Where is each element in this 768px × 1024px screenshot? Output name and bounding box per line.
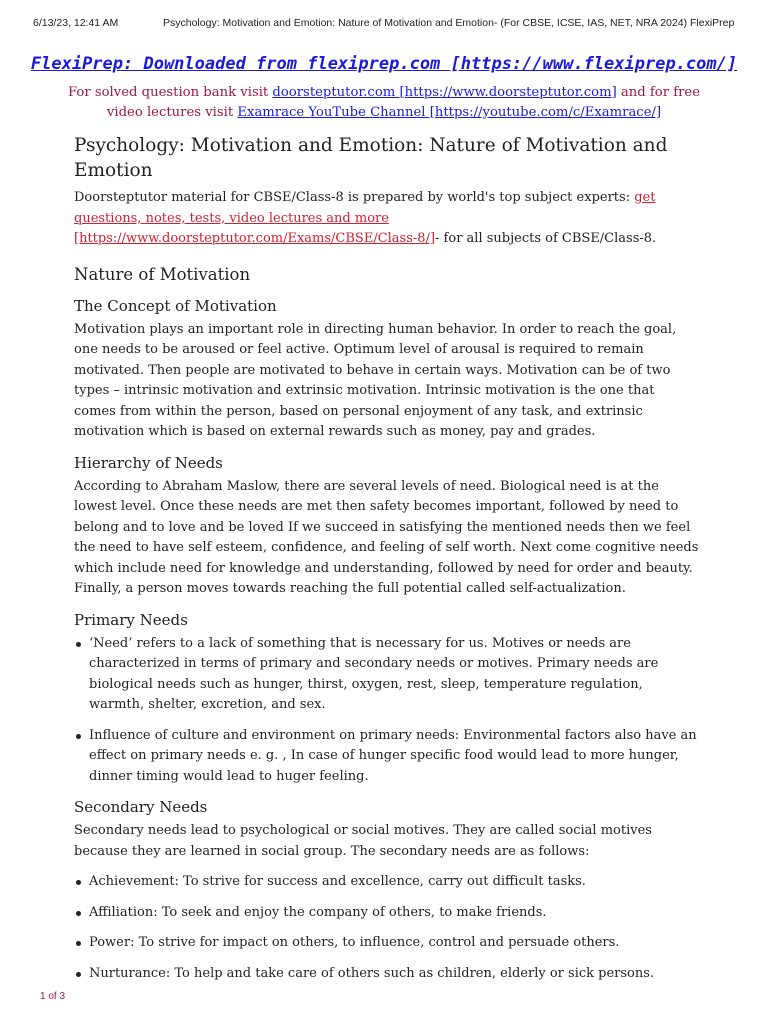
section-heading-secondary: Secondary Needs (74, 798, 208, 816)
secondary-paragraph: Secondary needs lead to psychological or social motives. They are called social motives because they are learned in social group. The secondary needs are as follows: (74, 823, 652, 859)
page-number: 1 of 3 (40, 991, 66, 1002)
article-content (74, 133, 700, 994)
intro-text-1: Doorsteptutor material for CBSE/Class-8 is prepared by world's top subject experts: (74, 190, 635, 205)
intro-text-2: - for all subjects of CBSE/Class-8. (435, 231, 657, 246)
promo-text (60, 83, 708, 123)
list-item: Nurturance: To help and take care of others such as children, elderly or sick persons. (89, 964, 700, 985)
promo-text-1: For solved question bank visit (67, 85, 273, 100)
list-item: ‘Need’ refers to a lack of something that is necessary for us. Motives or needs are characterized in terms of primary and secondary needs or motives. Primary needs are biological needs such as hunger, thirst, oxygen, rest, sleep, temperature regulation, warmth, shelter, excretion, and sex. (89, 634, 700, 716)
print-date: 6/13/23, 12:41 AM (33, 17, 119, 29)
flexiprep-banner[interactable] (0, 54, 768, 74)
hierarchy-paragraph: According to Abraham Maslow, there are several levels of need. Biological need is at the lowest level. Once these needs are met then safety becomes important, followed by need to belong and to love and be loved If we succeed in satisfying the mentioned needs then we feel the need to have self esteem, confidence, and feeling of self worth. Next come cognitive needs which include need for knowledge and understanding, followed by need for order and beauty. Finally, a person moves towards reaching the full potential called self-actualization. (74, 478, 699, 596)
promo-text-2: and for free video lectures visit (106, 85, 701, 120)
doorsteptutor-class8-link[interactable]: get questions, notes, tests, video lectures and more [https://www.doorsteptutor.com/Exams/CBSE/Class-8/] (74, 190, 656, 246)
doorsteptutor-link[interactable]: doorsteptutor.com [https://www.doorsteptutor.com] (272, 85, 617, 100)
intro-paragraph (74, 188, 700, 250)
primary-needs-list (74, 634, 700, 788)
concept-paragraph: Motivation plays an important role in directing human behavior. In order to reach the goal, one needs to be aroused or feel active. Optimum level of arousal is required to remain motivated. Then people are motivated to behave in certain ways. Motivation can be of two types – intrinsic motivation and extrinsic motivation. Intrinsic motivation is the one that comes from within the person, based on personal enjoyment of any task, and extrinsic motivation which is based on external rewards such as money, pay and grades. (74, 321, 677, 439)
list-item: Achievement: To strive for success and excellence, carry out difficult tasks. (89, 872, 700, 893)
page-title: Psychology: Motivation and Emotion: Nature of Motivation and Emotion (74, 135, 668, 181)
secondary-needs-list (74, 872, 700, 984)
list-item: Affiliation: To seek and enjoy the company of others, to make friends. (89, 903, 700, 924)
section-heading-hierarchy: Hierarchy of Needs (74, 453, 223, 472)
section-heading-concept: The Concept of Motivation (74, 296, 277, 315)
examrace-link[interactable]: Examrace YouTube Channel [https://youtube.com/c/Examrace/] (237, 105, 662, 120)
section-heading-nature: Nature of Motivation (74, 264, 251, 284)
print-title: Psychology: Motivation and Emotion: Nature of Motivation and Emotion- (For CBSE, ICSE, IAS, NET, NRA 2024) FlexiPrep (163, 17, 735, 29)
banner-link[interactable]: FlexiPrep: Downloaded from flexiprep.com [https://www.flexiprep.com/] (30, 54, 738, 74)
list-item: Power: To strive for impact on others, to influence, control and persuade others. (89, 933, 700, 954)
section-heading-primary: Primary Needs (74, 610, 188, 629)
list-item: Influence of culture and environment on primary needs: Environmental factors also have an effect on primary needs e. g. , In case of hunger specific food would lead to more hunger, dinner timing would lead to huger feeling. (89, 726, 700, 788)
